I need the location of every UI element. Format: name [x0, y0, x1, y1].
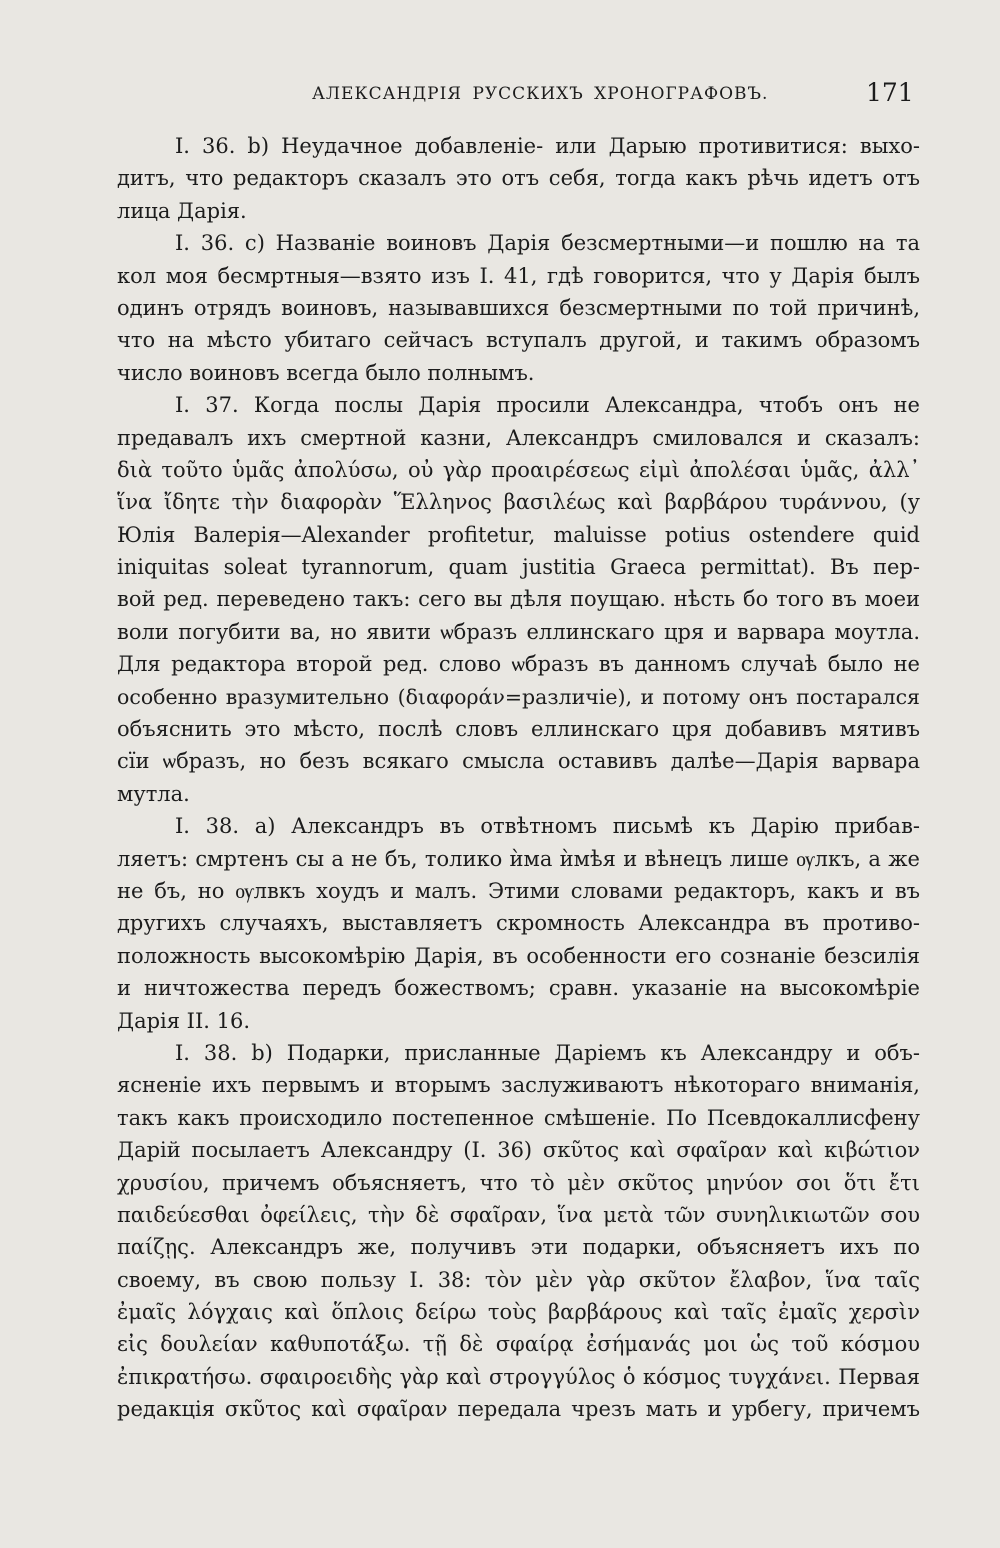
text-line: ясненіе ихъ первымъ и вторымъ заслуживаютъ нѣкотораго вниманія, — [117, 1073, 920, 1098]
text-line: такъ какъ происходило постепенное смѣшеніе. По Псевдокаллисфену — [117, 1105, 920, 1130]
text-line: воли погубити ва, но явити ѡбразъ еллинскаго цря и варвара моутла. — [117, 619, 920, 644]
text-line: ἐμαῖς λόγχαις καὶ ὅπλοις δείρω τοὺς βαρβάρους καὶ ταῖς ἐμαῖς χερσὶν — [117, 1300, 920, 1325]
text-line: объяснить это мѣсто, послѣ словъ еллинскаго цря добавивъ мятивъ — [117, 717, 920, 742]
text-line: лица Дарія. — [117, 198, 247, 223]
text-line: παιδεύεσθαι ὀφείλεις, τὴν δὲ σφαῖραν, ἵνα μετὰ τῶν συνηλικιωτῶν σου — [117, 1202, 920, 1227]
text-line: сїи ѡбразъ, но безъ всякаго смысла оставивъ далѣе—Дарія варвара — [117, 749, 920, 774]
text-line: не бъ, но ѹлвкъ хоудъ и малъ. Этими словами редакторъ, какъ и въ — [117, 878, 920, 903]
text-line: кол моя бесмртныя—взято изъ I. 41, гдѣ говорится, что у Дарія былъ — [117, 263, 920, 288]
text-line: положность высокомѣрію Дарія, въ особенности его сознаніе безсилія — [117, 943, 920, 968]
text-line: редакція σκῦτος καὶ σφαῖραν передала чрезъ мать и урбегу, причемъ — [117, 1397, 920, 1422]
text-line: что на мѣсто убитаго сейчасъ вступалъ другой, и такимъ образомъ — [117, 328, 920, 353]
text-line: I. 38. b) Подарки, присланные Даріемъ къ Александру и объ- — [175, 1040, 920, 1065]
text-line: дитъ, что редакторъ сказалъ это отъ себя, тогда какъ рѣчь идетъ отъ — [117, 166, 920, 191]
text-line: мутла. — [117, 781, 190, 806]
text-line: I. 36. b) Неудачное добавленіе- или Дарыю противитися: выхо- — [175, 134, 920, 158]
text-line: Дарій посылаетъ Александру (I. 36) σκῦτος καὶ σφαῖραν καὶ κιβώτιον — [117, 1138, 920, 1163]
running-title: АЛЕКСАНДРІЯ РУССКИХЪ ХРОНОГРАФОВЪ. — [312, 84, 769, 104]
text-line: вой ред. переведено такъ: сего вы дѣля поущаю. нѣсть бо того въ моеи — [117, 587, 920, 612]
text-line: χρυσίου, причемъ объясняетъ, что τὸ μὲν σκῦτος μηνύον σοι ὅτι ἔτι — [117, 1170, 920, 1195]
text-line: iniquitas soleat tyrannorum, quam justitia Graeca permittat). Въ пер- — [117, 555, 920, 580]
text-line: ляетъ: смртенъ сы а не бъ, толико ѝма ѝмѣя и вѣнецъ лише ѹлкъ, а же — [117, 846, 920, 871]
text-line: Юлія Валерія—Alexander profitetur, maluisse potius ostendere quid — [117, 522, 920, 547]
body-text — [117, 130, 920, 1426]
text-line: и ничтожества передъ божествомъ; сравн. указаніе на высокомѣріе — [117, 976, 920, 1001]
text-line: διὰ τοῦτο ὑμᾶς ἀπολύσω, οὐ γὰρ προαιρέσεως εἰμὶ ἀπολέσαι ὑμᾶς, ἀλλ᾽ — [117, 457, 920, 482]
text-line: другихъ случаяхъ, выставляетъ скромность Александра въ противо- — [117, 911, 920, 936]
text-line: εἰς δουλείαν καθυποτάξω. τῇ δὲ σφαίρᾳ ἐσήμανάς μοι ὡς τοῦ κόσμου — [117, 1332, 920, 1357]
text-line: παίζῃς. Александръ же, получивъ эти подарки, объясняетъ ихъ по — [117, 1235, 920, 1260]
page-number: 171 — [866, 78, 914, 107]
running-head — [0, 78, 1000, 108]
text-line: предавалъ ихъ смертной казни, Александръ смиловался и сказалъ: — [117, 425, 920, 450]
text-line: ἵνα ἴδητε τὴν διαφορὰν Ἕλληνος βασιλέως καὶ βαρβάρου τυράννου, (у — [117, 490, 920, 515]
text-line: число воиновъ всегда было полнымъ. — [117, 360, 535, 385]
text-line: I. 37. Когда послы Дарія просили Александра, чтобъ онъ не — [175, 393, 920, 418]
text-line: одинъ отрядъ воиновъ, называвшихся безсмертными по той причинѣ, — [117, 295, 920, 320]
text-line: Для редактора второй ред. слово ѡбразъ въ данномъ случаѣ было не — [117, 652, 920, 677]
text-line: I. 38. a) Александръ въ отвѣтномъ письмѣ къ Дарію прибав- — [175, 814, 920, 839]
text-line: своему, въ свою пользу I. 38: τὸν μὲν γὰρ σκῦτον ἔλαβον, ἵνα ταῖς — [117, 1267, 920, 1292]
text-line: ἐπικρατήσω. σφαιροειδὴς γὰρ καὶ στρογγύλος ὁ κόσμος τυγχάνει. Первая — [117, 1364, 920, 1389]
text-line: Дарія II. 16. — [117, 1008, 251, 1033]
text-line: особенно вразумительно (διαφοράν=различіе), и потому онъ постарался — [117, 684, 920, 709]
text-line: I. 36. c) Названіе воиновъ Дарія безсмертными—и пошлю на та — [175, 231, 920, 256]
